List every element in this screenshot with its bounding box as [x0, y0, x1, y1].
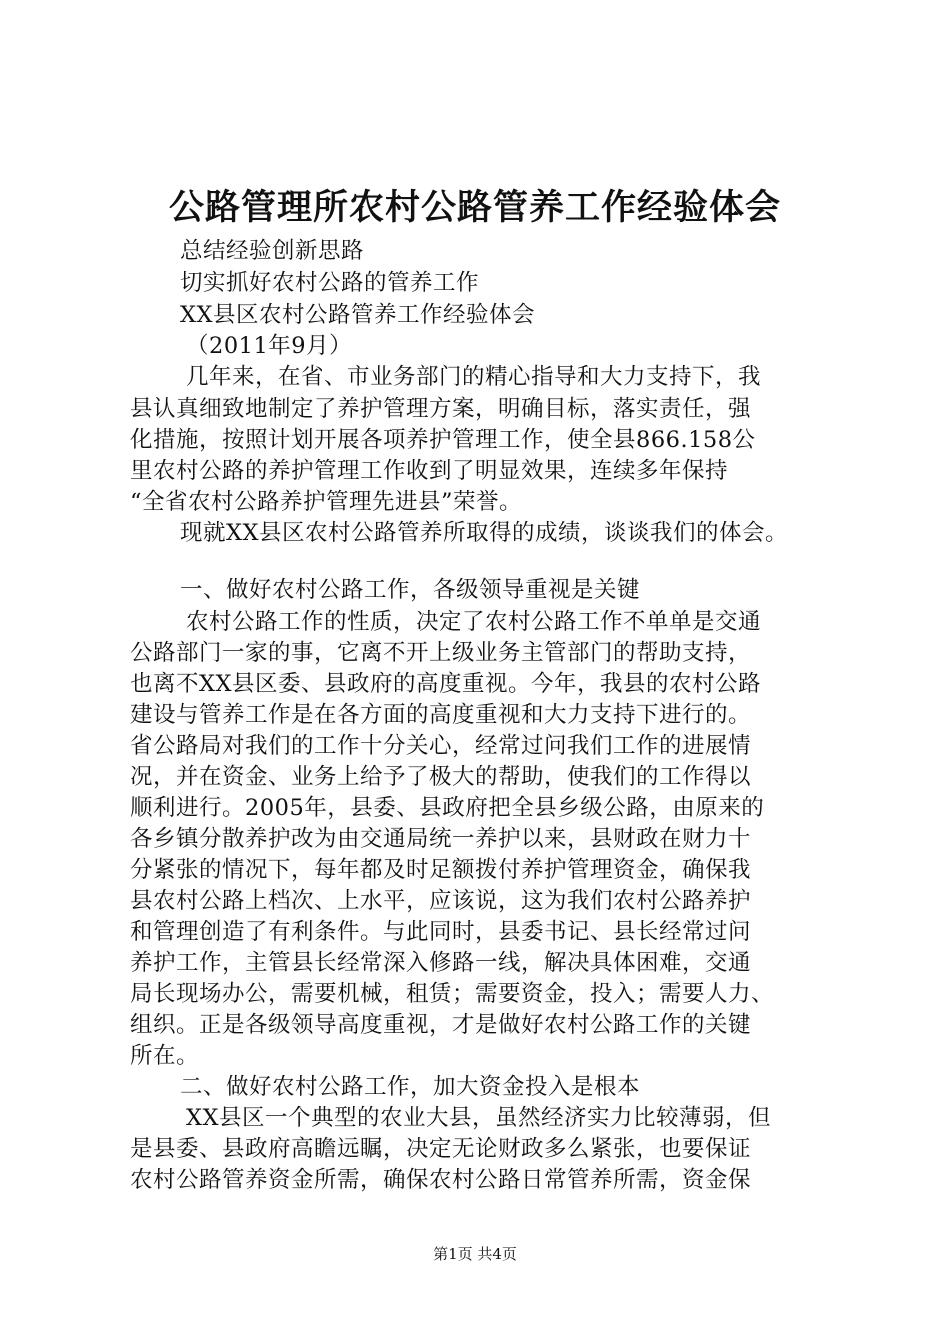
body-line: 现就XX县区农村公路管养所取得的成绩，谈谈我们的体会。: [180, 520, 789, 546]
body-line: 几年来，在省、市业务部门的精心指导和大力支持下，我: [186, 364, 762, 390]
subtitle-line: XX县区农村公路管养工作经验体会: [180, 302, 536, 328]
body-line: 养护工作，主管县长经常深入修路一线，解决具体困难，交通: [130, 950, 752, 976]
body-line: 省公路局对我们的工作十分关心，经常过问我们工作的进展情: [130, 733, 752, 759]
body-line: 是县委、县政府高瞻远瞩，决定无论财政多么紧张，也要保证: [130, 1136, 752, 1162]
body-line: 组织。正是各级领导高度重视，才是做好农村公路工作的关键: [130, 1012, 752, 1038]
page-footer: 第1页 共4页: [433, 1245, 517, 1263]
body-line: 县农村公路上档次、上水平，应该说，这为我们农村公路养护: [130, 888, 752, 914]
body-line: 里农村公路的养护管理工作收到了明显效果，连续多年保持: [130, 458, 729, 484]
body-line: 和管理创造了有利条件。与此同时，县委书记、县长经常过问: [130, 919, 752, 945]
body-line: 公路部门一家的事，它离不开上级业务主管部门的帮助支持，: [130, 640, 752, 666]
body-line: 也离不XX县区委、县政府的高度重视。今年，我县的农村公路: [130, 671, 762, 697]
date-line: （2011年9月）: [186, 333, 353, 359]
body-line: 顺利进行。2005年，县委、县政府把全县乡级公路，由原来的: [130, 795, 765, 821]
body-line: “全省农村公路养护管理先进县”荣誉。: [130, 489, 523, 515]
body-line: 局长现场办公，需要机械，租赁；需要资金，投入；需要人力、: [130, 981, 775, 1007]
section-heading: 一、做好农村公路工作，各级领导重视是关键: [180, 577, 641, 603]
body-line: 农村公路管养资金所需，确保农村公路日常管养所需，资金保: [130, 1167, 752, 1193]
document-title: 公路管理所农村公路管养工作经验体会: [168, 187, 781, 228]
body-line: XX县区一个典型的农业大县，虽然经济实力比较薄弱，但: [186, 1105, 772, 1131]
body-line: 况，并在资金、业务上给予了极大的帮助，使我们的工作得以: [130, 764, 752, 790]
body-line: 建设与管养工作是在各方面的高度重视和大力支持下进行的。: [130, 702, 752, 728]
body-line: 县认真细致地制定了养护管理方案，明确目标，落实责任，强: [130, 396, 752, 422]
subtitle-line: 总结经验创新思路: [180, 238, 365, 264]
body-line: 各乡镇分散养护改为由交通局统一养护以来，县财政在财力十: [130, 826, 752, 852]
body-line: 分紧张的情况下，每年都及时足额拨付养护管理资金，确保我: [130, 857, 752, 883]
subtitle-line: 切实抓好农村公路的管养工作: [180, 270, 480, 296]
body-line: 化措施，按照计划开展各项养护管理工作，使全县866.158公: [130, 427, 756, 453]
body-line: 农村公路工作的性质，决定了农村公路工作不单单是交通: [186, 609, 762, 635]
body-line: 所在。: [130, 1043, 200, 1069]
section-heading: 二、做好农村公路工作，加大资金投入是根本: [180, 1074, 641, 1100]
